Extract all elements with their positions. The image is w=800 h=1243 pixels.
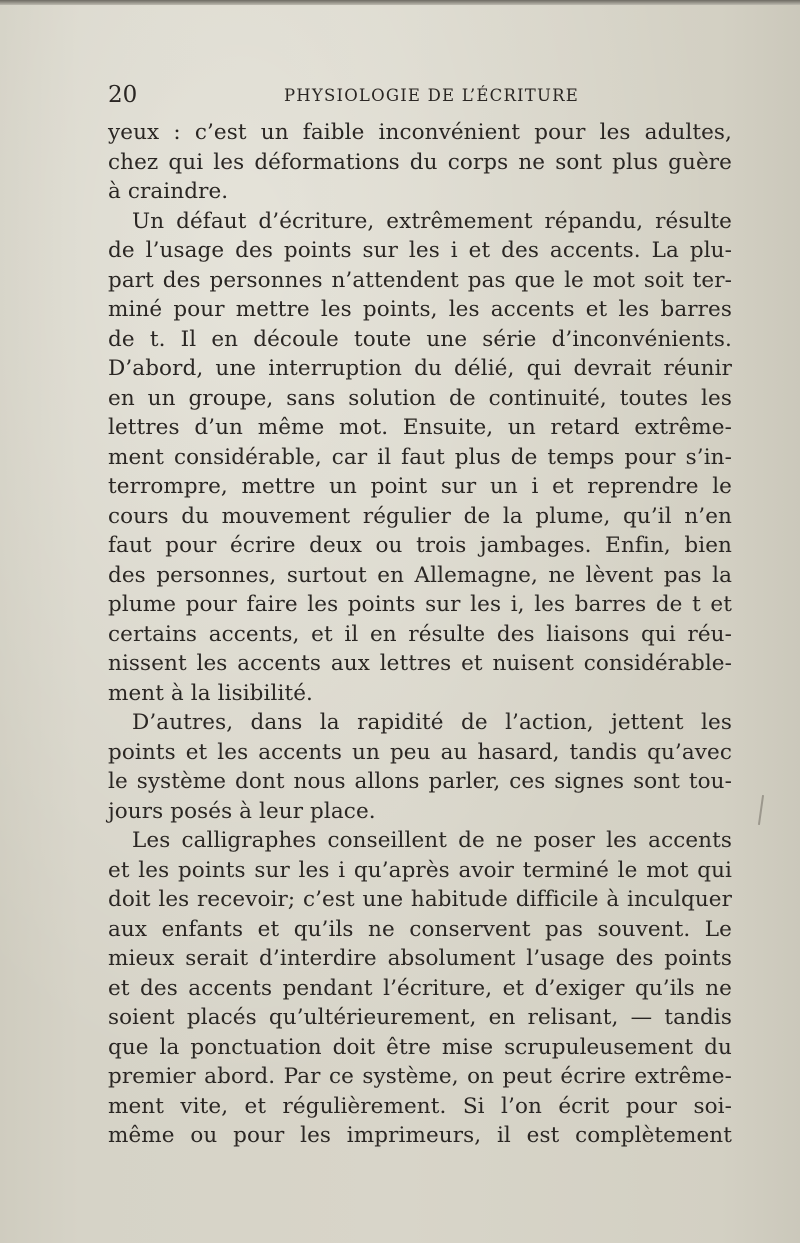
text-line: le système dont nous allons parler, ces signes sont tou- — [108, 769, 732, 794]
text-line: que la ponctuation doit être mise scrupuleusement du — [108, 1034, 732, 1060]
text-line: et des accents pendant l’écriture, et d’exiger qu’ils ne — [108, 975, 732, 1001]
running-head: PHYSIOLOGIE DE L’ÉCRITURE — [284, 86, 579, 105]
text-line: à craindre. — [108, 179, 229, 204]
text-line: ment vite, et régulièrement. Si l’on écrit pour soi- — [108, 1093, 732, 1119]
text-line: mieux serait d’interdire absolument l’usage des points — [108, 946, 732, 971]
text-line: certains accents, et il en résulte des liaisons qui réu- — [108, 621, 732, 647]
text-line: de l’usage des points sur les i et des accents. La plu- — [108, 238, 732, 263]
text-line: ment considérable, car il faut plus de temps pour s’in- — [108, 444, 732, 470]
text-line: chez qui les déformations du corps ne sont plus guère — [108, 149, 732, 175]
text-line: ment à la lisibilité. — [108, 680, 313, 706]
text-line: des personnes, surtout en Allemagne, ne lèvent pas la — [108, 562, 732, 588]
text-line: même ou pour les imprimeurs, il est complètement — [108, 1123, 732, 1148]
text-line: faut pour écrire deux ou trois jambages. Enfin, bien — [108, 533, 732, 558]
text-line: doit les recevoir; c’est une habitude difficile à inculquer — [108, 887, 732, 912]
book-page — [0, 5, 800, 1243]
text-line: lettres d’un même mot. Ensuite, un retard extrême- — [108, 415, 732, 440]
text-line: en un groupe, sans solution de continuité, toutes les — [108, 385, 732, 411]
text-line: jours posés à leur place. — [108, 798, 376, 824]
text-line: Les calligraphes conseillent de ne poser les accents — [132, 828, 732, 853]
text-line: points et les accents un peu au hasard, tandis qu’avec — [108, 739, 732, 765]
margin-mark — [758, 795, 764, 825]
text-line: plume pour faire les points sur les i, les barres de t et — [108, 592, 732, 617]
page-number: 20 — [108, 82, 138, 108]
text-line: nissent les accents aux lettres et nuisent considérable- — [108, 651, 732, 676]
text-line: et les points sur les i qu’après avoir terminé le mot qui — [108, 857, 732, 883]
text-line: cours du mouvement régulier de la plume, qu’il n’en — [108, 503, 732, 529]
text-line: yeux : c’est un faible inconvénient pour les adultes, — [108, 120, 732, 145]
text-line: D’abord, une interruption du délié, qui devrait réunir — [108, 356, 732, 381]
text-line: D’autres, dans la rapidité de l’action, jettent les — [132, 710, 732, 735]
body-text — [108, 118, 732, 1151]
text-line: aux enfants et qu’ils ne conservent pas souvent. Le — [108, 916, 732, 942]
text-line: terrompre, mettre un point sur un i et reprendre le — [108, 474, 732, 499]
text-line: soient placés qu’ultérieurement, en relisant, — tandis — [108, 1005, 732, 1030]
text-line: part des personnes n’attendent pas que le mot soit ter- — [108, 267, 732, 293]
page-header — [108, 78, 732, 112]
text-line: Un défaut d’écriture, extrêmement répandu, résulte — [132, 208, 732, 234]
text-line: premier abord. Par ce système, on peut écrire extrême- — [108, 1064, 732, 1089]
text-line: de t. Il en découle toute une série d’inconvénients. — [108, 326, 732, 352]
text-line: miné pour mettre les points, les accents et les barres — [108, 297, 732, 322]
